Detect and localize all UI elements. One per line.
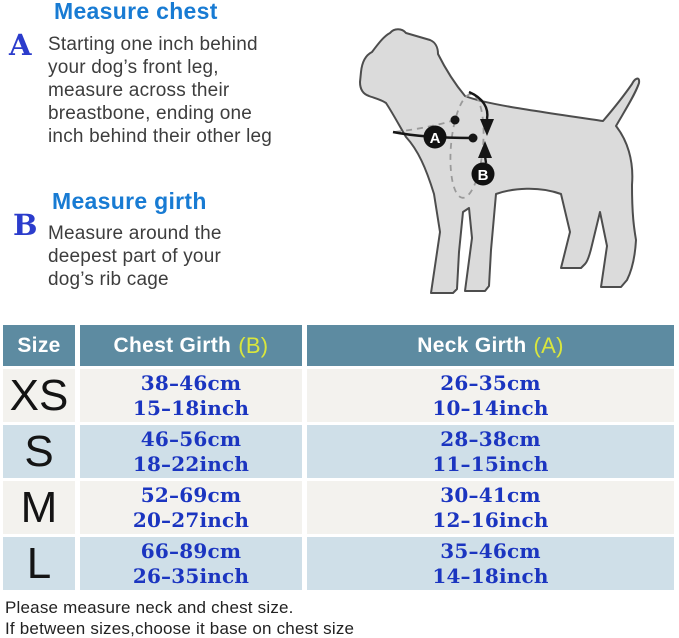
header-neck-label: Neck Girth <box>417 333 527 357</box>
measure-dot <box>451 116 460 125</box>
neck-inch: 10–14inch <box>432 395 549 420</box>
size-label: S <box>24 426 54 476</box>
header-chest-girth <box>80 325 302 366</box>
size-label: XS <box>9 370 69 420</box>
chest-inch: 26–35inch <box>132 563 250 588</box>
neck-cm: 35–46cm <box>440 538 541 563</box>
measure-girth-body <box>48 222 222 291</box>
size-table <box>3 325 674 590</box>
chest-body-line: measure across their <box>48 80 230 101</box>
marker-a-label: A <box>429 130 441 147</box>
header-neck-girth <box>307 325 674 366</box>
chest-cm: 38–46cm <box>140 370 242 395</box>
chest-cell-m <box>80 481 302 534</box>
dog-body-shape <box>360 29 639 293</box>
neck-cm: 26–35cm <box>440 370 541 395</box>
chest-body-line: inch behind their other leg <box>48 126 273 147</box>
chest-inch: 18–22inch <box>132 451 250 476</box>
header-chest-tag: (B) <box>238 332 269 358</box>
neck-cm: 30–41cm <box>440 482 541 507</box>
chest-body-line: Starting one inch behind <box>48 34 258 55</box>
girth-body-line: deepest part of your <box>48 246 221 267</box>
header-size <box>3 325 75 366</box>
size-cell-xs <box>3 369 75 422</box>
chest-body-line: your dog’s front leg, <box>48 57 219 78</box>
measure-girth-title: Measure girth <box>52 188 207 214</box>
neck-inch: 12–16inch <box>432 507 549 532</box>
measure-chest-title: Measure chest <box>54 0 218 24</box>
size-label: M <box>20 482 58 532</box>
note-line-2: If between sizes,choose it base on chest size <box>5 619 355 638</box>
neck-cell-m <box>307 481 674 534</box>
size-cell-m <box>3 481 75 534</box>
marker-b-label: B <box>477 167 489 184</box>
header-neck-tag: (A) <box>533 332 564 358</box>
measure-chest-body <box>48 33 272 148</box>
chest-cell-s <box>80 425 302 478</box>
header-size-label: Size <box>17 333 61 357</box>
chest-inch: 20–27inch <box>132 507 250 532</box>
girth-body-line: dog’s rib cage <box>48 269 169 290</box>
chest-cm: 66–89cm <box>140 538 242 563</box>
neck-cm: 28–38cm <box>440 426 541 451</box>
label-b: B <box>13 208 38 242</box>
measure-dot <box>469 134 478 143</box>
note-line-1: Please measure neck and chest size. <box>5 598 294 617</box>
neck-cell-s <box>307 425 674 478</box>
chest-cell-l <box>80 537 302 590</box>
chest-body-line: breastbone, ending one <box>48 103 253 124</box>
neck-inch: 11–15inch <box>432 451 549 476</box>
dog-illustration <box>333 0 677 316</box>
chest-inch: 15–18inch <box>132 395 250 420</box>
label-a: A <box>9 28 32 62</box>
arrow-up-shaft <box>485 156 486 163</box>
neck-inch: 14–18inch <box>432 563 549 588</box>
dog-diagram <box>333 0 677 316</box>
size-label: L <box>26 538 52 588</box>
size-cell-l <box>3 537 75 590</box>
chest-cm: 52–69cm <box>140 482 242 507</box>
girth-body-line: Measure around the <box>48 223 222 244</box>
header-chest-label: Chest Girth <box>113 333 232 357</box>
chest-cm: 46–56cm <box>140 426 242 451</box>
neck-cell-l <box>307 537 674 590</box>
neck-cell-xs <box>307 369 674 422</box>
size-cell-s <box>3 425 75 478</box>
chest-cell-xs <box>80 369 302 422</box>
